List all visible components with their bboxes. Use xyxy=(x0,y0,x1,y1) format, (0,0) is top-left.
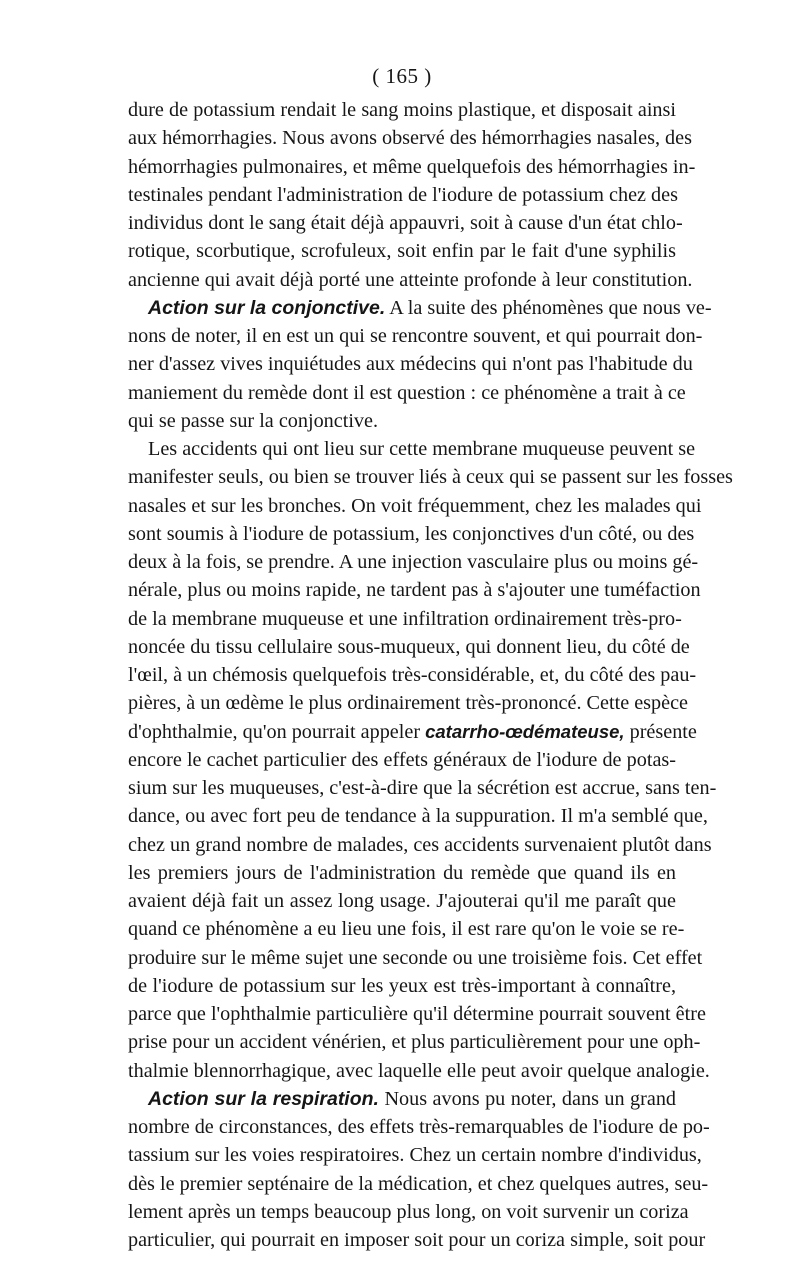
text-line: ancienne qui avait déjà porté une atteinte profonde à leur constitution. xyxy=(128,268,693,291)
text-line: deux à la fois, se prendre. A une injection vasculaire plus ou moins gé- xyxy=(128,551,699,573)
text-line: hémorrhagies pulmonaires, et même quelquefois des hémorrhagies in- xyxy=(128,155,696,178)
text-line: encore le cachet particulier des effets généraux de l'iodure de potas- xyxy=(128,748,676,771)
text-line: sium sur les muqueuses, c'est-à-dire que la sécrétion est accrue, sans ten- xyxy=(128,777,717,799)
text-line: prise pour un accident vénérien, et plus particulièrement pour une oph- xyxy=(128,1031,701,1054)
paragraph-hemorrhages xyxy=(128,96,696,294)
text-line: Les accidents qui ont lieu sur cette membrane muqueuse peuvent se xyxy=(148,438,696,460)
text-line: pières, à un œdème le plus ordinairement très-prononcé. Cette espèce xyxy=(128,692,688,715)
page-number: ( 165 ) xyxy=(372,64,432,88)
text-line: nérale, plus ou moins rapide, ne tardent pas à s'ajouter une tuméfaction xyxy=(128,579,701,602)
text-line: aux hémorrhagies. Nous avons observé des hémorrhagies nasales, des xyxy=(128,127,692,150)
paragraph-accidents xyxy=(128,435,733,1085)
text-line: les premiers jours de l'administration du remède que quand ils en xyxy=(128,861,676,884)
text-line: de la membrane muqueuse et une infiltration ordinairement très-pro- xyxy=(128,607,682,630)
text-line: de l'iodure de potassium sur les yeux est très-important à connaître, xyxy=(128,974,676,997)
text-line: rotique, scorbutique, scrofuleux, soit enfin par le fait d'une syphilis xyxy=(128,240,676,263)
text-line: l'œil, à un chémosis quelquefois très-considérable, et, du côté des pau- xyxy=(128,664,697,686)
emphasized-term: catarrho-œdémateuse, xyxy=(425,720,625,742)
section-heading: Action sur la respiration. xyxy=(148,1087,379,1110)
text-line: individus dont le sang était déjà appauvri, soit à cause d'un état chlo- xyxy=(128,212,683,234)
text-line: nombre de circonstances, des effets très-remarquables de l'iodure de po- xyxy=(128,1116,710,1138)
text-line: noncée du tissu cellulaire sous-muqueux, qui donnent lieu, du côté de xyxy=(128,635,690,658)
text-line: dès le premier septénaire de la médication, et chez quelques autres, seu- xyxy=(128,1172,709,1195)
text-line: produire sur le même sujet une seconde ou une troisième fois. Cet effet xyxy=(128,946,703,969)
text-line: nasales et sur les bronches. On voit fréquemment, chez les malades qui xyxy=(128,494,702,517)
text-line: ner d'assez vives inquiétudes aux médecins qui n'ont pas l'habitude du xyxy=(128,353,693,376)
text-run: présente xyxy=(629,720,697,743)
text-line: manifester seuls, ou bien se trouver liés à ceux qui se passent sur les fosses xyxy=(128,466,733,489)
text-line: sont soumis à l'iodure de potassium, les conjonctives d'un côté, ou des xyxy=(128,522,695,545)
text-line: particulier, qui pourrait en imposer soit pour un coriza simple, soit pour xyxy=(128,1229,706,1251)
section-conjunctiva xyxy=(128,294,712,435)
section-respiration xyxy=(128,1085,710,1255)
text-run: d'ophthalmie, qu'on pourrait appeler xyxy=(128,720,421,743)
text-line-with-emphasis xyxy=(128,718,697,746)
text-line: dure de potassium rendait le sang moins plastique, et disposait ainsi xyxy=(128,99,676,121)
text-line: chez un grand nombre de malades, ces accidents survenaient plutôt dans xyxy=(128,833,712,856)
text-line: nons de noter, il en est un qui se rencontre souvent, et qui pourrait don- xyxy=(128,325,703,347)
text-run: Nous avons pu noter, dans un grand xyxy=(384,1087,677,1110)
text-line: parce que l'ophthalmie particulière qu'il détermine pourrait souvent être xyxy=(128,1003,706,1025)
text-line: quand ce phénomène a eu lieu une fois, il est rare qu'on le voie se re- xyxy=(128,918,685,941)
text-line: avaient déjà fait un assez long usage. J'ajouterai qu'il me paraît que xyxy=(128,890,676,912)
section-heading: Action sur la conjonctive. xyxy=(148,296,386,319)
text-line: dance, ou avec fort peu de tendance à la suppuration. Il m'a semblé que, xyxy=(128,805,708,828)
section-first-line xyxy=(128,1085,676,1113)
text-line: maniement du remède dont il est question : ce phénomène a trait à ce xyxy=(128,381,686,404)
section-first-line xyxy=(128,294,712,322)
text-line: lement après un temps beaucoup plus long, on voit survenir un coriza xyxy=(128,1200,689,1223)
text-run: A la suite des phénomènes que nous ve- xyxy=(389,296,712,319)
text-line: testinales pendant l'administration de l'iodure de potassium chez des xyxy=(128,183,678,206)
book-page xyxy=(128,62,733,1254)
text-line: thalmie blennorrhagique, avec laquelle elle peut avoir quelque analogie. xyxy=(128,1059,710,1082)
text-line: tassium sur les voies respiratoires. Chez un certain nombre d'individus, xyxy=(128,1144,702,1167)
text-line: qui se passe sur la conjonctive. xyxy=(128,409,379,432)
